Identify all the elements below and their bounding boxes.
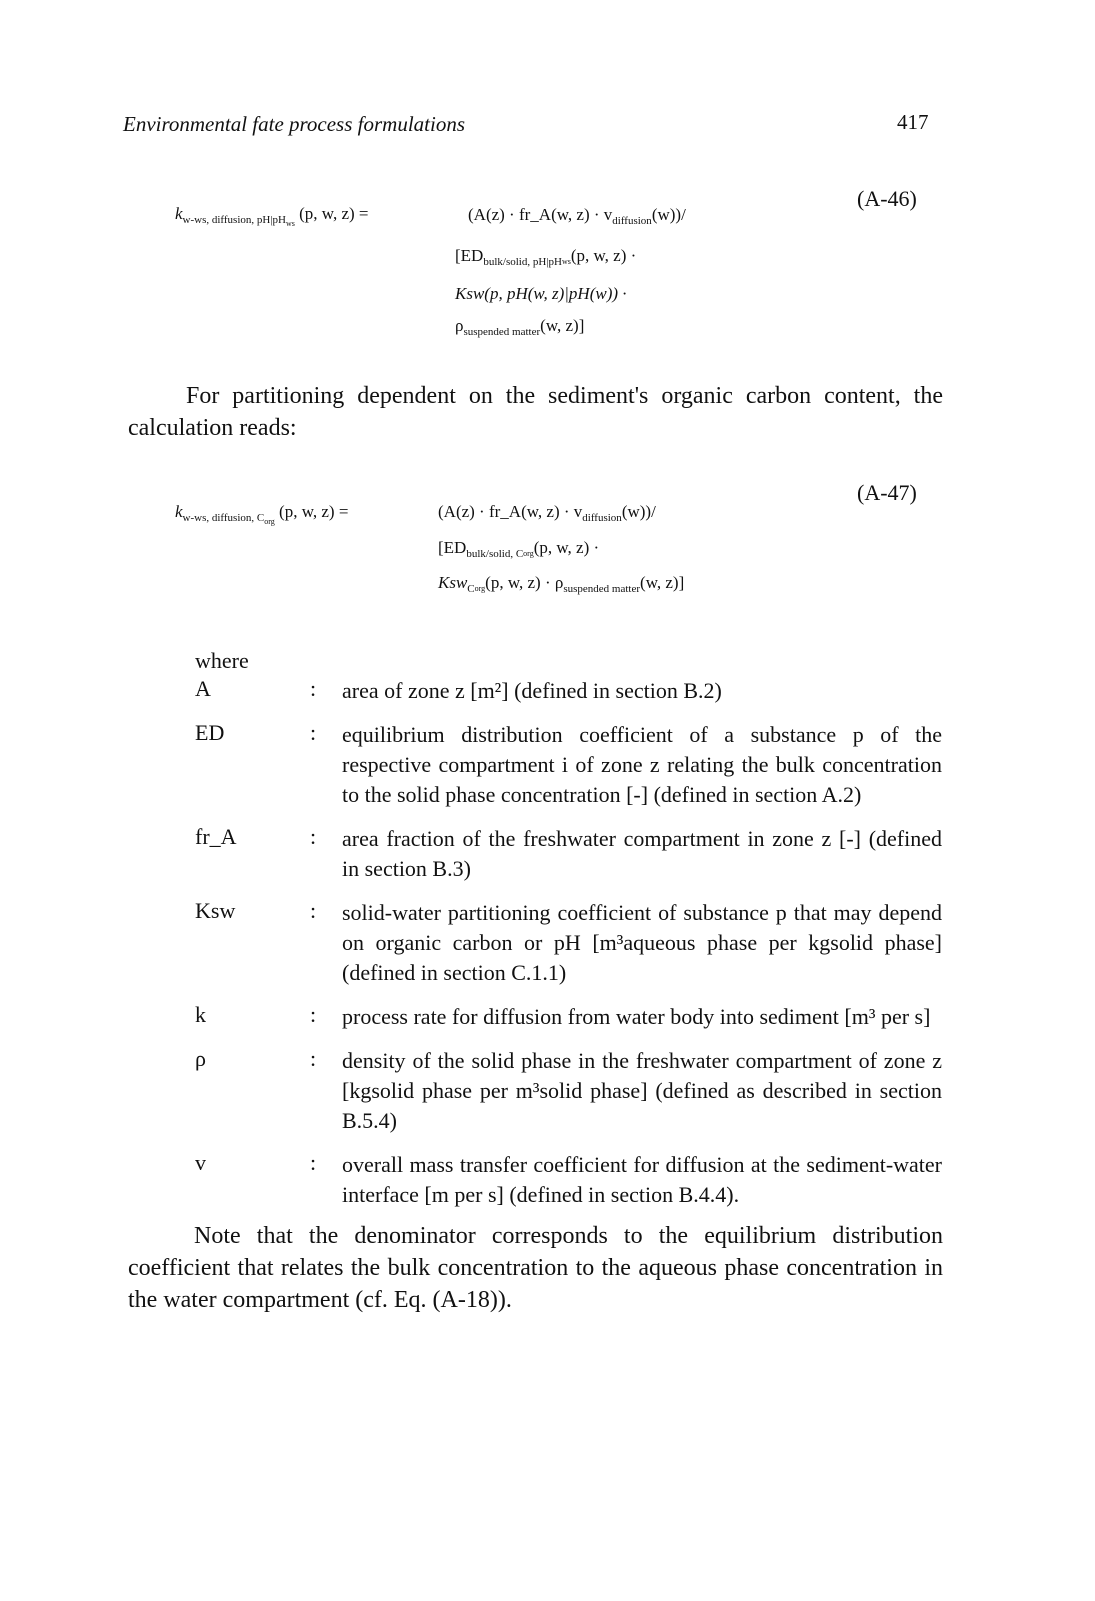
intro-paragraph: For partitioning dependent on the sediment's organic carbon content, the calculation reads: bbox=[128, 383, 943, 441]
note-paragraph-wrap bbox=[128, 1220, 955, 1316]
note-paragraph: Note that the denominator corresponds to the equilibrium distribution coefficient that relates the bulk concentration to the aqueous phase concentration in the water compartment (cf. Eq. (A-18)). bbox=[128, 1223, 943, 1313]
definition-term: Ksw bbox=[195, 898, 236, 923]
page-number: 417 bbox=[897, 110, 929, 134]
definition-text: equilibrium distribution coefficient of a substance p of the respective compartment i of zone z relating the bulk concentration to the solid phase concentration [-] (defined in section A.2) bbox=[342, 722, 942, 807]
equation-line: (A(z) · fr_A(w, $z) \cdot v_{diffusion}(w))/$ bbox=[438, 502, 656, 524]
definition-colon: : bbox=[310, 1150, 317, 1175]
equation-line: Ksw(p, pH(w, z)|pH(w)) · bbox=[455, 284, 627, 303]
rate-symbol: k bbox=[175, 204, 183, 223]
definition-term: A bbox=[195, 676, 211, 701]
definition-item bbox=[195, 720, 955, 810]
definition-term: k bbox=[195, 1002, 206, 1027]
definition-text: solid-water partitioning coefficient of substance p that may depend on organic carbon or pH [m³aqueous phase per kgsolid phase] (defined in section C.1.1) bbox=[342, 900, 942, 985]
definition-item bbox=[195, 898, 955, 988]
equation-line: $\rho_{suspended matter}(w$, z)] bbox=[455, 316, 585, 338]
definition-item bbox=[195, 1002, 955, 1032]
equation-number: (A-46) bbox=[857, 186, 917, 211]
definition-colon: : bbox=[310, 1046, 317, 1071]
definition-text: overall mass transfer coefficient for diffusion at the sediment-water interface [m per s] (defined in section B.4.4). bbox=[342, 1152, 942, 1207]
definition-item bbox=[195, 676, 955, 706]
definition-colon: : bbox=[310, 1002, 317, 1027]
equation-lhs bbox=[175, 204, 369, 228]
equation-lhs: $k_{w-ws, diffusion, C_{org}}$ (p, w, z) = bbox=[175, 502, 349, 526]
where-label: where bbox=[195, 648, 249, 673]
definition-term: fr_A bbox=[195, 824, 237, 849]
equation-number: (A-47) bbox=[857, 480, 917, 505]
definition-colon: : bbox=[310, 676, 317, 701]
rate-subscript: w-ws, diffusion, pH|pHws bbox=[182, 214, 295, 228]
equation-line: (A(z) · fr_A(w, $z) \cdot v_{diffusion}(w))/$ bbox=[468, 205, 686, 227]
definition-colon: : bbox=[310, 824, 317, 849]
definition-term: ρ bbox=[195, 1046, 206, 1071]
definition-item bbox=[195, 1046, 955, 1136]
definition-colon: : bbox=[310, 720, 317, 745]
definition-text: process rate for diffusion from water body into sediment [m³ per s] bbox=[342, 1004, 931, 1029]
definition-item bbox=[195, 1150, 955, 1210]
definition-text: area of zone z [m²] (defined in section B.2) bbox=[342, 678, 722, 703]
definition-colon: : bbox=[310, 898, 317, 923]
definition-list bbox=[128, 676, 955, 1316]
definition-term: v bbox=[195, 1150, 206, 1175]
lhs-args: (p, w, z) = bbox=[299, 204, 369, 223]
running-title: Environmental fate process formulations bbox=[123, 112, 465, 136]
definition-item bbox=[195, 824, 955, 884]
equation-line: [$ED_{bulk/solid, C}org(p$, w, z) · bbox=[438, 538, 600, 560]
equation-line: [$ED_{bulk/solid, pH|pH}ws(p$, w, z) · bbox=[455, 246, 637, 268]
equation-line: Ksw$_C$org(p, w, $z) \cdot \rho_{suspended matter}(w$, z)] bbox=[438, 573, 685, 595]
definition-term: ED bbox=[195, 720, 225, 745]
definition-text: density of the solid phase in the freshwater compartment of zone z [kgsolid phase per m³solid phase] (defined as described in section B.5.4) bbox=[342, 1048, 942, 1133]
definition-text: area fraction of the freshwater compartment in zone z [-] (defined in section B.3) bbox=[342, 826, 942, 881]
